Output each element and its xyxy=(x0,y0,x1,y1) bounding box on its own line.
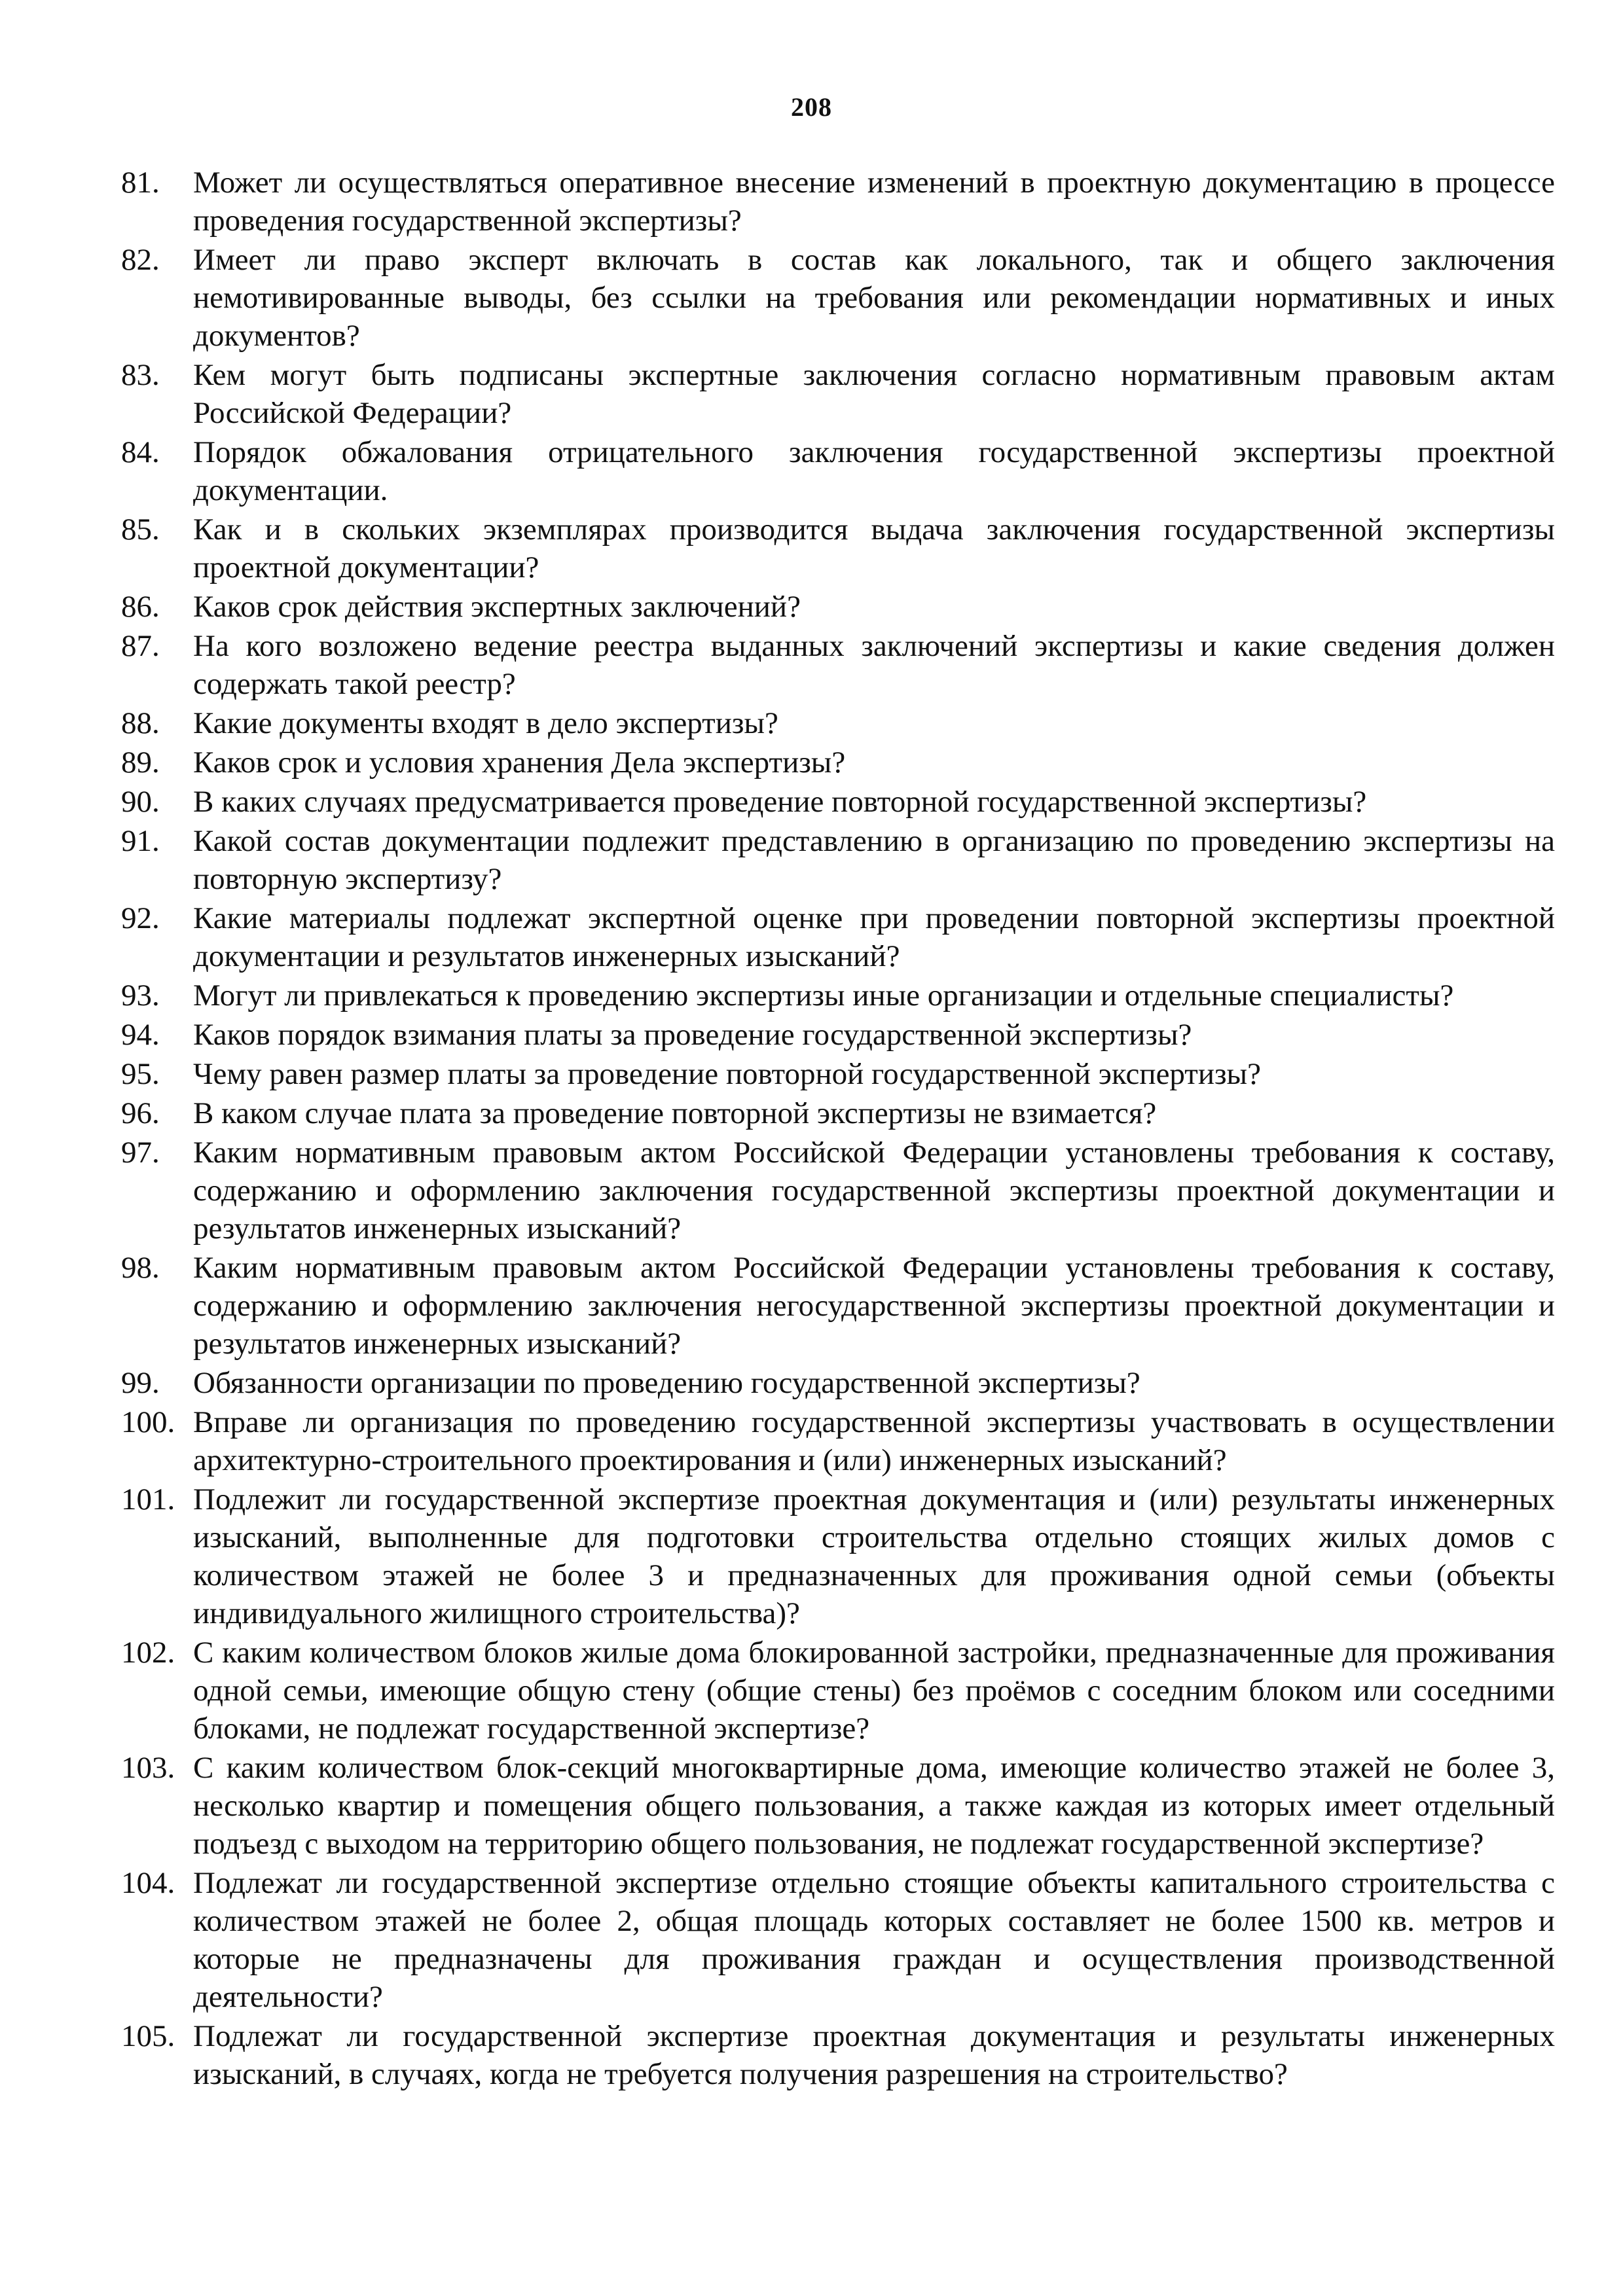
question-text: В каком случае плата за проведение повторной экспертизы не взимается? xyxy=(193,1096,1157,1130)
question-text: На кого возложено ведение реестра выданных заключений экспертизы и какие сведения должен содержать такой реестр? xyxy=(193,629,1555,701)
question-number: 102. xyxy=(121,1636,175,1670)
question-item xyxy=(121,1016,1555,1054)
question-text: С каким количеством блок-секций многоквартирные дома, имеющие количество этажей не более 3, несколько квартир и помещения общего пользования, а также каждая из которых имеет отдельный подъезд с выходом на территорию общего пользования, не подлежат государственной экспертизе? xyxy=(193,1751,1555,1861)
question-number: 90. xyxy=(121,785,160,819)
question-item xyxy=(121,1364,1555,1402)
question-item xyxy=(121,588,1555,626)
question-number: 83. xyxy=(121,358,160,392)
question-text: Чему равен размер платы за проведение повторной государственной экспертизы? xyxy=(193,1057,1262,1091)
question-text: Какие материалы подлежат экспертной оценке при проведении повторной экспертизы проектной документации и результатов инженерных изысканий? xyxy=(193,901,1555,973)
question-text: В каких случаях предусматривается проведение повторной государственной экспертизы? xyxy=(193,785,1367,819)
question-number: 104. xyxy=(121,1866,175,1900)
question-item xyxy=(121,744,1555,781)
question-item xyxy=(121,241,1555,355)
question-number: 86. xyxy=(121,590,160,624)
question-text: Может ли осуществляться оперативное внесение изменений в проектную документацию в процессе проведения государственной экспертизы? xyxy=(193,166,1555,238)
question-item xyxy=(121,164,1555,240)
question-text: Каков срок и условия хранения Дела экспертизы? xyxy=(193,745,846,780)
question-number: 87. xyxy=(121,629,160,663)
question-text: Подлежат ли государственной экспертизе проектная документация и результаты инженерных изысканий, в случаях, когда не требуется получения разрешения на строительство? xyxy=(193,2019,1555,2091)
question-number: 103. xyxy=(121,1751,175,1785)
question-text: Каким нормативным правовым актом Российской Федерации установлены требования к составу, содержанию и оформлению заключения негосударственной экспертизы проектной документации и результатов инженерных изысканий? xyxy=(193,1251,1555,1361)
page-number: 208 xyxy=(791,92,832,122)
question-text: Как и в скольких экземплярах производится выдача заключения государственной экспертизы проектной документации? xyxy=(193,512,1555,584)
question-item xyxy=(121,2017,1555,2093)
question-number: 82. xyxy=(121,243,160,277)
question-text: Порядок обжалования отрицательного заключения государственной экспертизы проектной документации. xyxy=(193,435,1555,507)
question-item xyxy=(121,511,1555,586)
question-item xyxy=(121,1480,1555,1632)
question-item xyxy=(121,1249,1555,1363)
question-number: 88. xyxy=(121,706,160,740)
question-text: Каким нормативным правовым актом Российской Федерации установлены требования к составу, содержанию и оформлению заключения государственной экспертизы проектной документации и результатов инженерных изысканий? xyxy=(193,1136,1555,1246)
question-text: Какой состав документации подлежит представлению в организацию по проведению экспертизы на повторную экспертизу? xyxy=(193,824,1555,896)
question-number: 94. xyxy=(121,1018,160,1052)
question-number: 105. xyxy=(121,2019,175,2053)
question-item xyxy=(121,1055,1555,1093)
question-text: Могут ли привлекаться к проведению экспертизы иные организации и отдельные специалисты? xyxy=(193,978,1454,1013)
question-number: 100. xyxy=(121,1405,175,1439)
question-text: Кем могут быть подписаны экспертные заключения согласно нормативным правовым актам Российской Федерации? xyxy=(193,358,1555,430)
question-text: Подлежит ли государственной экспертизе проектная документация и (или) результаты инженерных изысканий, выполненные для подготовки строительства отдельно стоящих жилых домов с количеством этажей не более 3 и предназначенных для проживания одной семьи (объекты индивидуального жилищного строительства)? xyxy=(193,1482,1555,1630)
question-item xyxy=(121,627,1555,703)
question-number: 97. xyxy=(121,1136,160,1170)
question-number: 99. xyxy=(121,1366,160,1400)
question-text: Имеет ли право эксперт включать в состав как локального, так и общего заключения немотивированные выводы, без ссылки на требования или рекомендации нормативных и иных документов? xyxy=(193,243,1555,353)
question-text: Подлежат ли государственной экспертизе отдельно стоящие объекты капитального строительства с количеством этажей не более 2, общая площадь которых составляет не более 1500 кв. метров и которые не предназначены для проживания граждан и осуществления производственной деятельности? xyxy=(193,1866,1555,2014)
question-number: 92. xyxy=(121,901,160,935)
question-number: 91. xyxy=(121,824,160,858)
question-text: С каким количеством блоков жилые дома блокированной застройки, предназначенные для проживания одной семьи, имеющие общую стену (общие стены) без проёмов с соседним блоком или соседними блоками, не подлежат государственной экспертизе? xyxy=(193,1636,1555,1746)
question-item xyxy=(121,783,1555,821)
question-item xyxy=(121,356,1555,432)
question-text: Обязанности организации по проведению государственной экспертизы? xyxy=(193,1366,1140,1400)
question-number: 84. xyxy=(121,435,160,469)
question-text: Каков срок действия экспертных заключений? xyxy=(193,590,801,624)
question-item xyxy=(121,704,1555,742)
question-number: 93. xyxy=(121,978,160,1013)
question-text: Какие документы входят в дело экспертизы? xyxy=(193,706,778,740)
question-item xyxy=(121,1634,1555,1748)
question-item xyxy=(121,1403,1555,1479)
question-item xyxy=(121,977,1555,1014)
question-item xyxy=(121,1094,1555,1132)
question-list xyxy=(121,164,1555,2094)
question-number: 89. xyxy=(121,745,160,780)
question-number: 85. xyxy=(121,512,160,547)
question-item xyxy=(121,899,1555,975)
question-number: 98. xyxy=(121,1251,160,1285)
question-number: 101. xyxy=(121,1482,175,1516)
question-text: Каков порядок взимания платы за проведение государственной экспертизы? xyxy=(193,1018,1192,1052)
question-number: 81. xyxy=(121,166,160,200)
question-item xyxy=(121,1749,1555,1863)
question-item xyxy=(121,822,1555,898)
question-number: 96. xyxy=(121,1096,160,1130)
question-item xyxy=(121,433,1555,509)
question-item xyxy=(121,1134,1555,1247)
question-number: 95. xyxy=(121,1057,160,1091)
question-text: Вправе ли организация по проведению государственной экспертизы участвовать в осуществлении архитектурно-строительного проектирования и (или) инженерных изысканий? xyxy=(193,1405,1555,1477)
question-item xyxy=(121,1864,1555,2016)
